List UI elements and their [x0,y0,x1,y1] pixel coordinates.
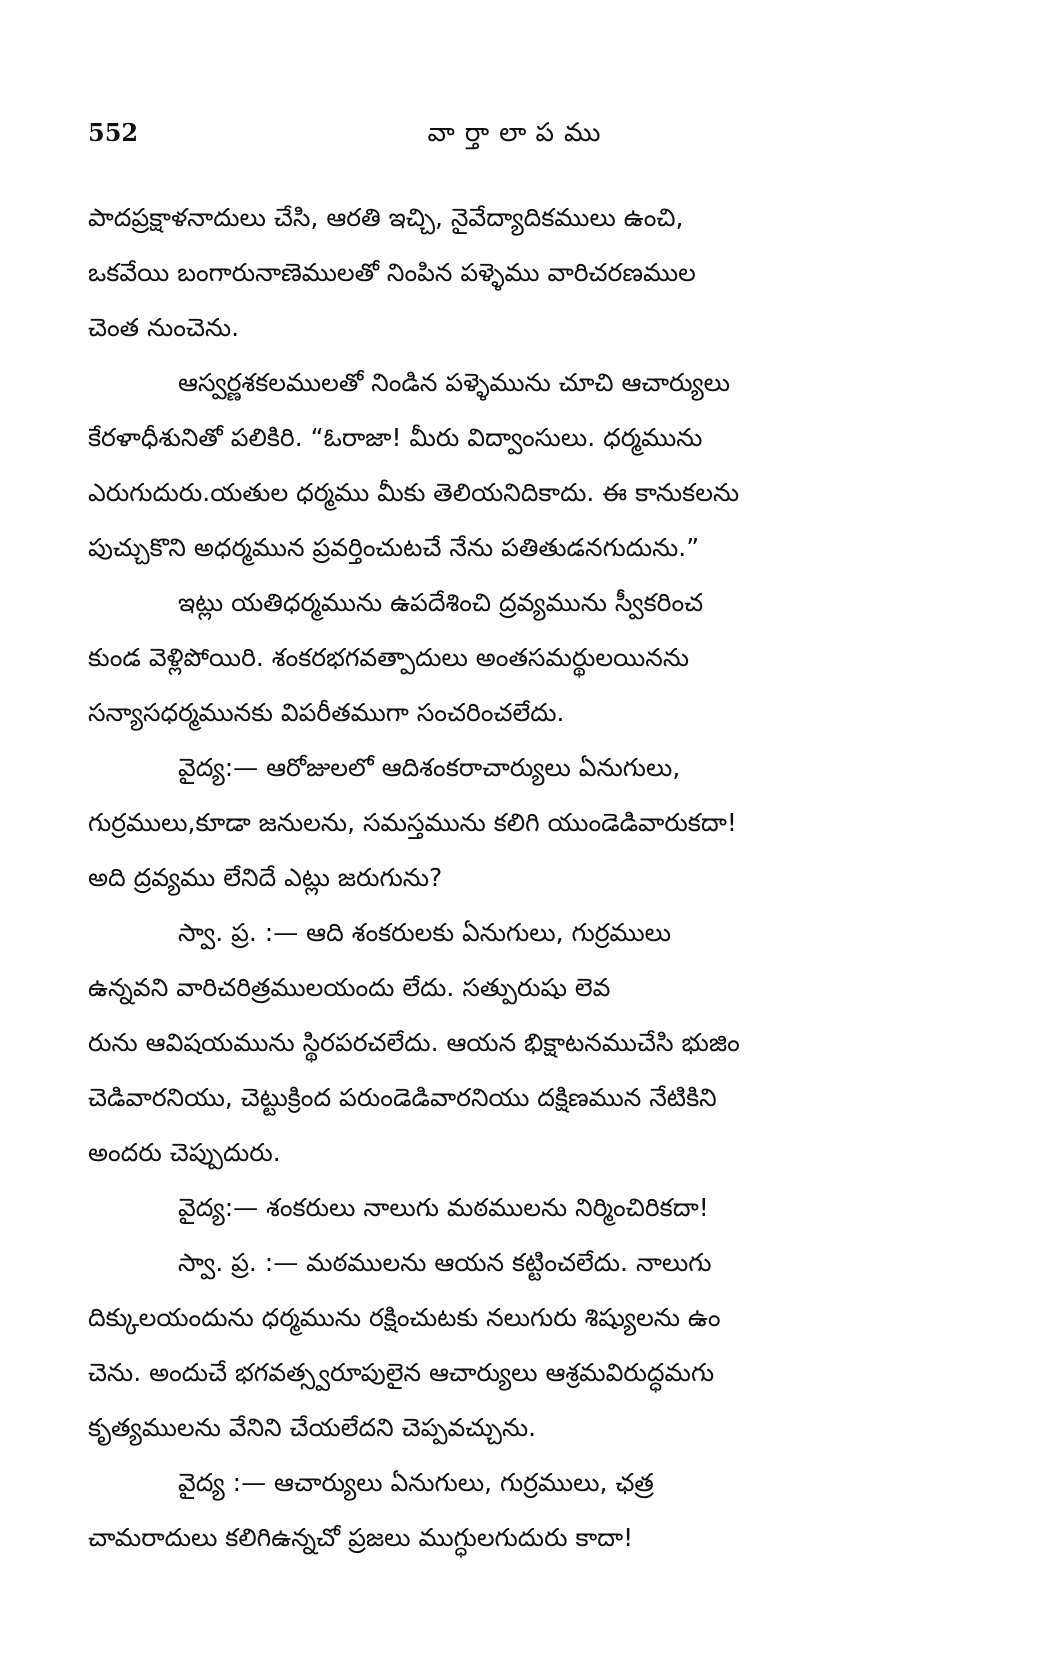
paragraph-4 [88,740,948,905]
text-line: అందరు చెప్పుదురు. [88,1138,281,1167]
text-line: వైద్య:— శంకరులు నాలుగు మఠములను నిర్మించిరికదా! [178,1193,709,1222]
text-line: ఎరుగుదురు.యతుల ధర్మము మీకు తెలియనిదికాదు. ఈ కానుకలను [88,478,740,507]
paragraph-2 [88,355,948,575]
text-line: వైద్య :— ఆచార్యులు ఏనుగులు, గుర్రములు, ఛత్ర [178,1468,654,1497]
text-line: చెడివారనియు, చెట్టుక్రింద పరుండెడివారనియు దక్షిణమున నేటికిని [88,1083,717,1112]
page-number: 552 [88,118,139,147]
text-line: చెంత నుంచెను. [88,313,240,342]
text-line: కృత్యములను వేనిని చేయలేదని చెప్పవచ్చును. [88,1413,537,1442]
text-line: సన్యాసధర్మమునకు విపరీతముగా సంచరించలేదు. [88,698,565,727]
text-line: ఉన్నవని వారిచరిత్రములయందు లేదు. సత్పురుషు లెవ [88,973,611,1002]
paragraph-5 [88,905,948,1180]
text-line: చెను. అందుచే భగవత్స్వరూపులైన ఆచార్యులు ఆశ్రమవిరుద్ధమగు [88,1358,715,1387]
text-line: ఆస్వర్ణశకలములతో నిండిన పళ్ళెమును చూచి ఆచార్యులు [178,368,731,397]
text-line: గుర్రములు,కూడా జనులను, సమస్తమును కలిగి యుండెడివారుకదా! [88,808,737,837]
paragraph-6 [88,1180,948,1235]
text-line: స్వా. ప్ర. :— ఆది శంకరులకు ఏనుగులు, గుర్రములు [178,918,672,947]
text-line: చామరాదులు కలిగిఉన్నచో ప్రజలు ముగ్ధులగుదురు కాదా! [88,1523,634,1552]
paragraph-1 [88,190,948,355]
running-head: వార్తాలాపము [427,118,611,148]
text-line: రును ఆవిషయమును స్థిరపరచలేదు. ఆయన భిక్షాటనముచేసి భుజిం [88,1028,740,1057]
text-line: పుచ్చుకొని అధర్మమున ప్రవర్తించుటచే నేను పతితుడనగుదును.” [88,533,700,562]
paragraph-3 [88,575,948,740]
body-text [88,190,948,1565]
text-line: వైద్య:— ఆరోజులలో ఆదిశంకరాచార్యులు ఏనుగులు, [178,753,681,782]
text-line: కేరళాధీశునితో పలికిరి. “ఓరాజా! మీరు విద్వాంసులు. ధర్మమును [88,423,703,452]
text-line: ఒకవేయి బంగారునాణెములతో నింపిన పళ్ళెము వారిచరణముల [88,258,696,287]
paragraph-7 [88,1235,948,1455]
page-header [88,118,950,158]
text-line: అది ద్రవ్యము లేనిదే ఎట్లు జరుగును? [88,863,443,892]
text-line: స్వా. ప్ర. :— మఠములను ఆయన కట్టించలేదు. నాలుగు [178,1248,712,1277]
text-line: ఇట్లు యతిధర్మమును ఉపదేశించి ద్రవ్యమును స్వీకరించ [178,588,704,617]
text-line: పాదప్రక్షాళనాదులు చేసి, ఆరతి ఇచ్చి, నైవేద్యాదికములు ఉంచి, [88,203,684,232]
text-line: దిక్కులయందును ధర్మమును రక్షించుటకు నలుగురు శిష్యులను ఉం [88,1303,721,1332]
text-line: కుండ వెళ్లిపోయిరి. శంకరభగవత్పాదులు అంతసమర్థులయినను [88,643,690,672]
paragraph-8 [88,1455,948,1565]
